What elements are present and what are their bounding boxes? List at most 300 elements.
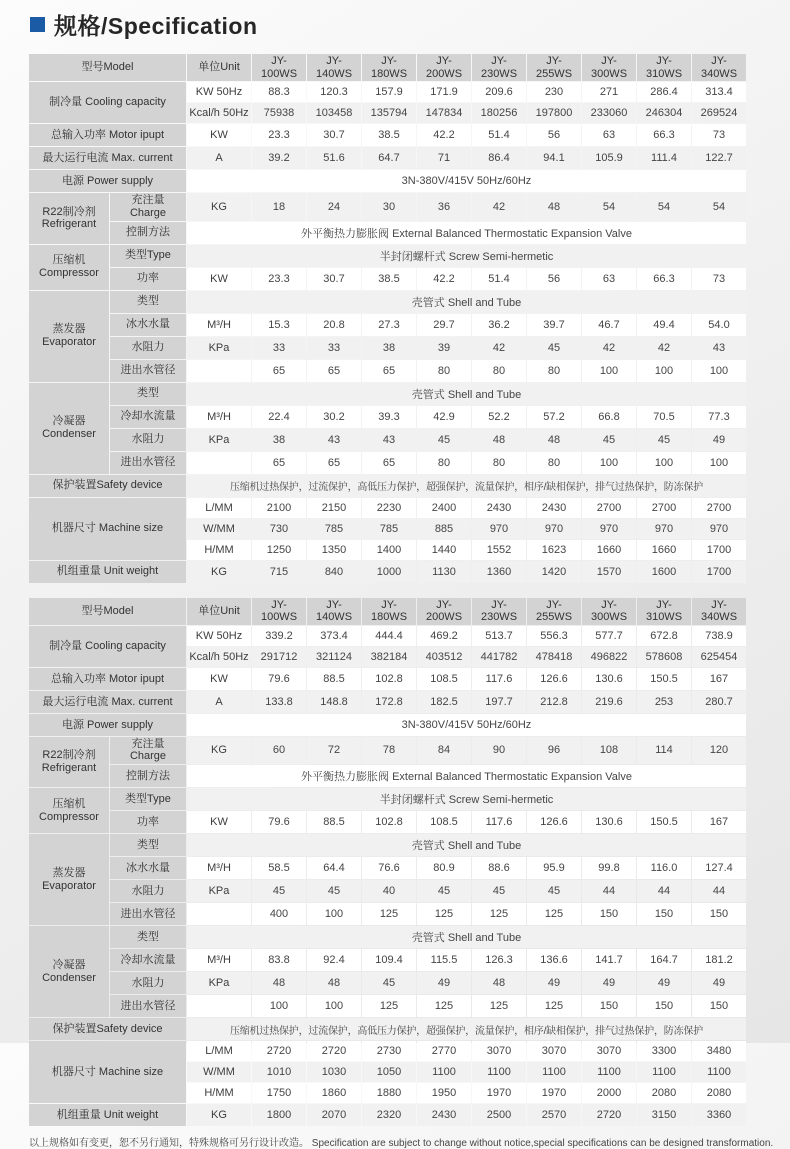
table-cell: 577.7 bbox=[582, 626, 636, 646]
model-name: JY-100WS bbox=[252, 54, 306, 81]
table-cell: 外平衡热力膨胀阀 External Balanced Thermostatic Expansion Valve bbox=[187, 222, 746, 244]
table-cell: 46.7 bbox=[582, 314, 636, 336]
table-cell: 88.5 bbox=[307, 668, 361, 690]
table-cell: 108.5 bbox=[417, 811, 471, 833]
model-name: JY-310WS bbox=[637, 54, 691, 81]
table-cell: 730 bbox=[252, 519, 306, 539]
table-cell: 382184 bbox=[362, 647, 416, 667]
table-cell: 100 bbox=[307, 995, 361, 1017]
model-name: JY-140WS bbox=[307, 598, 361, 625]
table-cell: 压缩机过热保护，过流保护，高低压力保护，超强保护，流量保护，相序/缺相保护，排气过热保护，防冻保护 bbox=[187, 475, 746, 497]
table-cell: 1400 bbox=[362, 540, 416, 560]
row-label: 类型 bbox=[110, 926, 186, 948]
table-cell: 496822 bbox=[582, 647, 636, 667]
table-cell: A bbox=[187, 691, 251, 713]
row-label-evaporator: 蒸发器 Evaporator bbox=[29, 834, 109, 925]
table-cell: 2770 bbox=[417, 1041, 471, 1061]
table-cell: L/MM bbox=[187, 498, 251, 518]
table-cell: 122.7 bbox=[692, 147, 746, 169]
table-cell: 150 bbox=[582, 995, 636, 1017]
model-name: JY-300WS bbox=[582, 54, 636, 81]
table-cell: KW bbox=[187, 268, 251, 290]
table-cell: 2000 bbox=[582, 1083, 636, 1103]
table-cell: 125 bbox=[472, 995, 526, 1017]
table-cell: 38 bbox=[362, 337, 416, 359]
table-cell: Kcal/h 50Hz bbox=[187, 103, 251, 123]
table-cell: 785 bbox=[307, 519, 361, 539]
model-name: JY-230WS bbox=[472, 54, 526, 81]
table-cell: 148.8 bbox=[307, 691, 361, 713]
table-cell: 133.8 bbox=[252, 691, 306, 713]
table-cell: 130.6 bbox=[582, 811, 636, 833]
table-cell: 65 bbox=[252, 360, 306, 382]
table-cell: 壳管式 Shell and Tube bbox=[187, 834, 746, 856]
model-name: JY-200WS bbox=[417, 598, 471, 625]
row-label: 功率 bbox=[110, 268, 186, 290]
table-cell: 45 bbox=[417, 429, 471, 451]
table-cell: 66.8 bbox=[582, 406, 636, 428]
row-label-condenser: 冷凝器 Condenser bbox=[29, 926, 109, 1017]
table-cell: 469.2 bbox=[417, 626, 471, 646]
spec-table-2 bbox=[28, 597, 747, 1128]
table-cell: 88.6 bbox=[472, 857, 526, 879]
table-cell: 2080 bbox=[637, 1083, 691, 1103]
table-cell: 半封闭螺杆式 Screw Semi-hermetic bbox=[187, 245, 746, 267]
table-cell: 1100 bbox=[527, 1062, 581, 1082]
model-name: JY-300WS bbox=[582, 598, 636, 625]
table-cell: 126.6 bbox=[527, 811, 581, 833]
table-cell: 72 bbox=[307, 737, 361, 764]
model-name: JY-230WS bbox=[472, 598, 526, 625]
section-title bbox=[30, 8, 746, 41]
model-header: 型号Model bbox=[29, 598, 186, 625]
table-cell: 3070 bbox=[582, 1041, 636, 1061]
table-cell: 95.9 bbox=[527, 857, 581, 879]
table-cell: 2430 bbox=[527, 498, 581, 518]
table-cell: 壳管式 Shell and Tube bbox=[187, 926, 746, 948]
table-cell: 1050 bbox=[362, 1062, 416, 1082]
table-cell: 外平衡热力膨胀阀 External Balanced Thermostatic Expansion Valve bbox=[187, 765, 746, 787]
row-label-cooling-capacity: 制冷量 Cooling capacity bbox=[29, 626, 186, 667]
table-cell bbox=[187, 452, 251, 474]
table-cell: 172.8 bbox=[362, 691, 416, 713]
row-label: 水阻力 bbox=[110, 337, 186, 359]
table-cell: 2730 bbox=[362, 1041, 416, 1061]
table-cell: 3070 bbox=[527, 1041, 581, 1061]
table-cell: 18 bbox=[252, 193, 306, 220]
row-label: 水阻力 bbox=[110, 429, 186, 451]
table-cell: 100 bbox=[252, 995, 306, 1017]
table-cell: 80 bbox=[417, 452, 471, 474]
table-cell: 253 bbox=[637, 691, 691, 713]
row-label-compressor: 压缩机 Compressor bbox=[29, 245, 109, 290]
table-cell: 970 bbox=[472, 519, 526, 539]
row-label: 充注量 Charge bbox=[110, 193, 186, 220]
table-cell: 672.8 bbox=[637, 626, 691, 646]
row-label-condenser: 冷凝器 Condenser bbox=[29, 383, 109, 474]
table-cell: 125 bbox=[472, 903, 526, 925]
table-cell: 42 bbox=[582, 337, 636, 359]
table-cell: 60 bbox=[252, 737, 306, 764]
table-cell: 105.9 bbox=[582, 147, 636, 169]
row-label-safety-device: 保护装置Safety device bbox=[29, 475, 186, 497]
table-cell: 2080 bbox=[692, 1083, 746, 1103]
table-cell: 45 bbox=[417, 880, 471, 902]
table-cell: 90 bbox=[472, 737, 526, 764]
table-cell: 38.5 bbox=[362, 124, 416, 146]
row-label-cooling-capacity: 制冷量 Cooling capacity bbox=[29, 82, 186, 123]
table-cell bbox=[187, 903, 251, 925]
table-cell: 42.2 bbox=[417, 124, 471, 146]
table-cell: 36.2 bbox=[472, 314, 526, 336]
table-cell: 45 bbox=[582, 429, 636, 451]
table-cell bbox=[187, 995, 251, 1017]
table-cell: 22.4 bbox=[252, 406, 306, 428]
table-cell: 56 bbox=[527, 124, 581, 146]
table-cell: 970 bbox=[692, 519, 746, 539]
table-cell: 63 bbox=[582, 124, 636, 146]
table-cell: 181.2 bbox=[692, 949, 746, 971]
table-cell: 2230 bbox=[362, 498, 416, 518]
model-name: JY-310WS bbox=[637, 598, 691, 625]
table-cell: 49 bbox=[692, 429, 746, 451]
table-cell: 109.4 bbox=[362, 949, 416, 971]
table-cell: 48 bbox=[472, 429, 526, 451]
table-cell: 125 bbox=[527, 995, 581, 1017]
table-cell: 48 bbox=[252, 972, 306, 994]
table-cell: 半封闭螺杆式 Screw Semi-hermetic bbox=[187, 788, 746, 810]
table-cell: 444.4 bbox=[362, 626, 416, 646]
table-cell: 197800 bbox=[527, 103, 581, 123]
table-cell: KPa bbox=[187, 880, 251, 902]
model-name: JY-255WS bbox=[527, 598, 581, 625]
table-cell: 150.5 bbox=[637, 811, 691, 833]
table-cell: 125 bbox=[417, 903, 471, 925]
table-cell: 99.8 bbox=[582, 857, 636, 879]
table-cell: 2700 bbox=[582, 498, 636, 518]
table-cell: 171.9 bbox=[417, 82, 471, 102]
table-cell: 108.5 bbox=[417, 668, 471, 690]
table-cell: 373.4 bbox=[307, 626, 361, 646]
table-cell: A bbox=[187, 147, 251, 169]
table-cell: M³/H bbox=[187, 949, 251, 971]
table-cell: 785 bbox=[362, 519, 416, 539]
table-cell: 100 bbox=[307, 903, 361, 925]
table-cell: 2430 bbox=[417, 1104, 471, 1126]
table-cell: 48 bbox=[472, 972, 526, 994]
table-cell: 48 bbox=[307, 972, 361, 994]
model-name: JY-180WS bbox=[362, 54, 416, 81]
table-cell: 3N-380V/415V 50Hz/60Hz bbox=[187, 170, 746, 192]
table-cell: 64.7 bbox=[362, 147, 416, 169]
table-cell: 100 bbox=[637, 360, 691, 382]
table-cell: 2400 bbox=[417, 498, 471, 518]
table-cell: 51.4 bbox=[472, 268, 526, 290]
table-cell: 1030 bbox=[307, 1062, 361, 1082]
table-cell: 58.5 bbox=[252, 857, 306, 879]
table-cell: 45 bbox=[637, 429, 691, 451]
table-cell: 100 bbox=[582, 452, 636, 474]
table-cell: 403512 bbox=[417, 647, 471, 667]
table-cell: 1660 bbox=[582, 540, 636, 560]
unit-header: 单位Unit bbox=[187, 54, 251, 81]
table-cell: 114 bbox=[637, 737, 691, 764]
table-cell: 42 bbox=[472, 193, 526, 220]
table-cell: 209.6 bbox=[472, 82, 526, 102]
model-name: JY-140WS bbox=[307, 54, 361, 81]
table-cell: 111.4 bbox=[637, 147, 691, 169]
table-cell: 49 bbox=[417, 972, 471, 994]
table-cell: 135794 bbox=[362, 103, 416, 123]
row-label: 类型 bbox=[110, 383, 186, 405]
table-cell: KPa bbox=[187, 337, 251, 359]
table-cell: 339.2 bbox=[252, 626, 306, 646]
table-cell: 147834 bbox=[417, 103, 471, 123]
table-cell: KW bbox=[187, 811, 251, 833]
table-cell: KG bbox=[187, 737, 251, 764]
table-cell: M³/H bbox=[187, 314, 251, 336]
table-cell: 1700 bbox=[692, 561, 746, 583]
table-cell: 39.7 bbox=[527, 314, 581, 336]
table-cell: 2720 bbox=[307, 1041, 361, 1061]
table-cell: 壳管式 Shell and Tube bbox=[187, 291, 746, 313]
table-cell: 164.7 bbox=[637, 949, 691, 971]
table-cell: M³/H bbox=[187, 857, 251, 879]
table-cell: 578608 bbox=[637, 647, 691, 667]
table-cell: 40 bbox=[362, 880, 416, 902]
table-cell: 136.6 bbox=[527, 949, 581, 971]
table-cell: H/MM bbox=[187, 1083, 251, 1103]
table-cell: 167 bbox=[692, 811, 746, 833]
table-cell: 49 bbox=[637, 972, 691, 994]
table-cell: 壳管式 Shell and Tube bbox=[187, 383, 746, 405]
table-cell: 150.5 bbox=[637, 668, 691, 690]
table-cell: 20.8 bbox=[307, 314, 361, 336]
table-cell: L/MM bbox=[187, 1041, 251, 1061]
table-cell: 33 bbox=[307, 337, 361, 359]
title-bullet-icon bbox=[30, 17, 45, 32]
table-cell: 44 bbox=[692, 880, 746, 902]
table-cell: 1700 bbox=[692, 540, 746, 560]
model-header: 型号Model bbox=[29, 54, 186, 81]
row-label-unit-weight: 机组重量 Unit weight bbox=[29, 1104, 186, 1126]
table-cell: 1660 bbox=[637, 540, 691, 560]
table-cell: 2150 bbox=[307, 498, 361, 518]
table-cell: 77.3 bbox=[692, 406, 746, 428]
table-cell: 2070 bbox=[307, 1104, 361, 1126]
table-cell: 65 bbox=[252, 452, 306, 474]
table-cell: 970 bbox=[582, 519, 636, 539]
table-cell: 3360 bbox=[692, 1104, 746, 1126]
table-cell: 23.3 bbox=[252, 268, 306, 290]
table-cell: 117.6 bbox=[472, 668, 526, 690]
table-cell: 63 bbox=[582, 268, 636, 290]
row-label: 类型 bbox=[110, 834, 186, 856]
row-label-power-supply: 电源 Power supply bbox=[29, 170, 186, 192]
table-cell: 108 bbox=[582, 737, 636, 764]
table-cell: 44 bbox=[582, 880, 636, 902]
table-cell: 49 bbox=[582, 972, 636, 994]
table-cell: 64.4 bbox=[307, 857, 361, 879]
table-cell: 280.7 bbox=[692, 691, 746, 713]
table-cell: 79.6 bbox=[252, 811, 306, 833]
table-cell: 100 bbox=[637, 452, 691, 474]
table-cell: 33 bbox=[252, 337, 306, 359]
table-cell: 57.2 bbox=[527, 406, 581, 428]
table-cell: 1420 bbox=[527, 561, 581, 583]
table-cell: 45 bbox=[527, 337, 581, 359]
table-cell: KW 50Hz bbox=[187, 626, 251, 646]
table-cell: 43 bbox=[307, 429, 361, 451]
table-cell: M³/H bbox=[187, 406, 251, 428]
row-label-refrigerant: R22制冷剂 Refrigerant bbox=[29, 737, 109, 787]
row-label-motor-input: 总输入功率 Motor ipupt bbox=[29, 124, 186, 146]
table-cell bbox=[187, 360, 251, 382]
table-cell: 66.3 bbox=[637, 124, 691, 146]
table-cell: KPa bbox=[187, 972, 251, 994]
table-cell: 43 bbox=[692, 337, 746, 359]
table-cell: 30.7 bbox=[307, 268, 361, 290]
table-cell: 3480 bbox=[692, 1041, 746, 1061]
table-cell: 54 bbox=[582, 193, 636, 220]
model-name: JY-255WS bbox=[527, 54, 581, 81]
unit-header: 单位Unit bbox=[187, 598, 251, 625]
table-cell: 102.8 bbox=[362, 668, 416, 690]
table-cell: 1360 bbox=[472, 561, 526, 583]
table-cell: 400 bbox=[252, 903, 306, 925]
table-cell: 715 bbox=[252, 561, 306, 583]
row-label-machine-size: 机器尺寸 Machine size bbox=[29, 1041, 186, 1103]
table-cell: 48 bbox=[527, 193, 581, 220]
table-cell: 556.3 bbox=[527, 626, 581, 646]
row-label-evaporator: 蒸发器 Evaporator bbox=[29, 291, 109, 382]
table-cell: 54 bbox=[692, 193, 746, 220]
table-cell: 52.2 bbox=[472, 406, 526, 428]
table-cell: 100 bbox=[582, 360, 636, 382]
row-label: 冰水水量 bbox=[110, 314, 186, 336]
table-cell: 24 bbox=[307, 193, 361, 220]
model-name: JY-200WS bbox=[417, 54, 471, 81]
table-cell: 1000 bbox=[362, 561, 416, 583]
row-label: 冷却水流量 bbox=[110, 949, 186, 971]
table-cell: 102.8 bbox=[362, 811, 416, 833]
table-cell: 313.4 bbox=[692, 82, 746, 102]
table-cell: 36 bbox=[417, 193, 471, 220]
table-cell: 271 bbox=[582, 82, 636, 102]
table-cell: 1100 bbox=[692, 1062, 746, 1082]
table-cell: 65 bbox=[307, 360, 361, 382]
table-cell: 73 bbox=[692, 268, 746, 290]
table-cell: 45 bbox=[472, 880, 526, 902]
table-cell: 38.5 bbox=[362, 268, 416, 290]
table-cell: 180256 bbox=[472, 103, 526, 123]
table-cell: 79.6 bbox=[252, 668, 306, 690]
table-cell: 125 bbox=[362, 995, 416, 1017]
table-cell: 1750 bbox=[252, 1083, 306, 1103]
table-cell: 269524 bbox=[692, 103, 746, 123]
table-cell: 71 bbox=[417, 147, 471, 169]
table-cell: 42.2 bbox=[417, 268, 471, 290]
table-cell: 42 bbox=[637, 337, 691, 359]
table-cell: 212.8 bbox=[527, 691, 581, 713]
row-label: 冰水水量 bbox=[110, 857, 186, 879]
model-name: JY-340WS bbox=[692, 598, 746, 625]
row-label: 功率 bbox=[110, 811, 186, 833]
table-cell: 150 bbox=[637, 995, 691, 1017]
table-cell: 321124 bbox=[307, 647, 361, 667]
table-cell: 86.4 bbox=[472, 147, 526, 169]
table-cell: 45 bbox=[307, 880, 361, 902]
table-cell: 30.7 bbox=[307, 124, 361, 146]
table-cell: 65 bbox=[307, 452, 361, 474]
spec-table-1 bbox=[28, 53, 747, 584]
table-cell: 1250 bbox=[252, 540, 306, 560]
table-cell: 42.9 bbox=[417, 406, 471, 428]
table-cell: 51.4 bbox=[472, 124, 526, 146]
table-cell: 2320 bbox=[362, 1104, 416, 1126]
table-cell: 1970 bbox=[472, 1083, 526, 1103]
table-cell: 压缩机过热保护，过流保护，高低压力保护，超强保护，流量保护，相序/缺相保护，排气过热保护，防冻保护 bbox=[187, 1018, 746, 1040]
table-cell: 42 bbox=[472, 337, 526, 359]
model-name: JY-180WS bbox=[362, 598, 416, 625]
table-cell: 51.6 bbox=[307, 147, 361, 169]
table-cell: 117.6 bbox=[472, 811, 526, 833]
table-cell: 80.9 bbox=[417, 857, 471, 879]
table-cell: 1950 bbox=[417, 1083, 471, 1103]
table-cell: 44 bbox=[637, 880, 691, 902]
table-cell: 150 bbox=[692, 903, 746, 925]
table-cell: 120.3 bbox=[307, 82, 361, 102]
table-cell: 513.7 bbox=[472, 626, 526, 646]
table-cell: 39.2 bbox=[252, 147, 306, 169]
table-cell: 2570 bbox=[527, 1104, 581, 1126]
table-cell: 2100 bbox=[252, 498, 306, 518]
table-cell: 39.3 bbox=[362, 406, 416, 428]
table-cell: 1100 bbox=[417, 1062, 471, 1082]
table-cell: 100 bbox=[692, 360, 746, 382]
footer-note: 以上规格如有变更，恕不另行通知，特殊规格可另行设计改造。 Specification are subject to change without notice,special specifications can be designed transformation. bbox=[29, 1138, 774, 1149]
row-label: 水阻力 bbox=[110, 972, 186, 994]
table-cell: 970 bbox=[527, 519, 581, 539]
table-cell: 286.4 bbox=[637, 82, 691, 102]
table-cell: 246304 bbox=[637, 103, 691, 123]
table-cell: 1880 bbox=[362, 1083, 416, 1103]
table-cell: 126.3 bbox=[472, 949, 526, 971]
table-cell: 27.3 bbox=[362, 314, 416, 336]
table-cell: W/MM bbox=[187, 1062, 251, 1082]
table-cell: 167 bbox=[692, 668, 746, 690]
table-cell: 182.5 bbox=[417, 691, 471, 713]
table-cell: H/MM bbox=[187, 540, 251, 560]
table-cell: 1440 bbox=[417, 540, 471, 560]
table-cell: KG bbox=[187, 1104, 251, 1126]
table-cell: 78 bbox=[362, 737, 416, 764]
model-name: JY-340WS bbox=[692, 54, 746, 81]
row-label: 进出水管径 bbox=[110, 995, 186, 1017]
table-cell: 130.6 bbox=[582, 668, 636, 690]
table-cell: 100 bbox=[692, 452, 746, 474]
table-cell: 625454 bbox=[692, 647, 746, 667]
table-cell: 30.2 bbox=[307, 406, 361, 428]
row-label: 进出水管径 bbox=[110, 903, 186, 925]
table-cell: 15.3 bbox=[252, 314, 306, 336]
table-cell: 1130 bbox=[417, 561, 471, 583]
table-cell: 65 bbox=[362, 360, 416, 382]
table-cell: 197.7 bbox=[472, 691, 526, 713]
table-cell: 441782 bbox=[472, 647, 526, 667]
table-cell: 2700 bbox=[692, 498, 746, 518]
table-cell: 150 bbox=[582, 903, 636, 925]
